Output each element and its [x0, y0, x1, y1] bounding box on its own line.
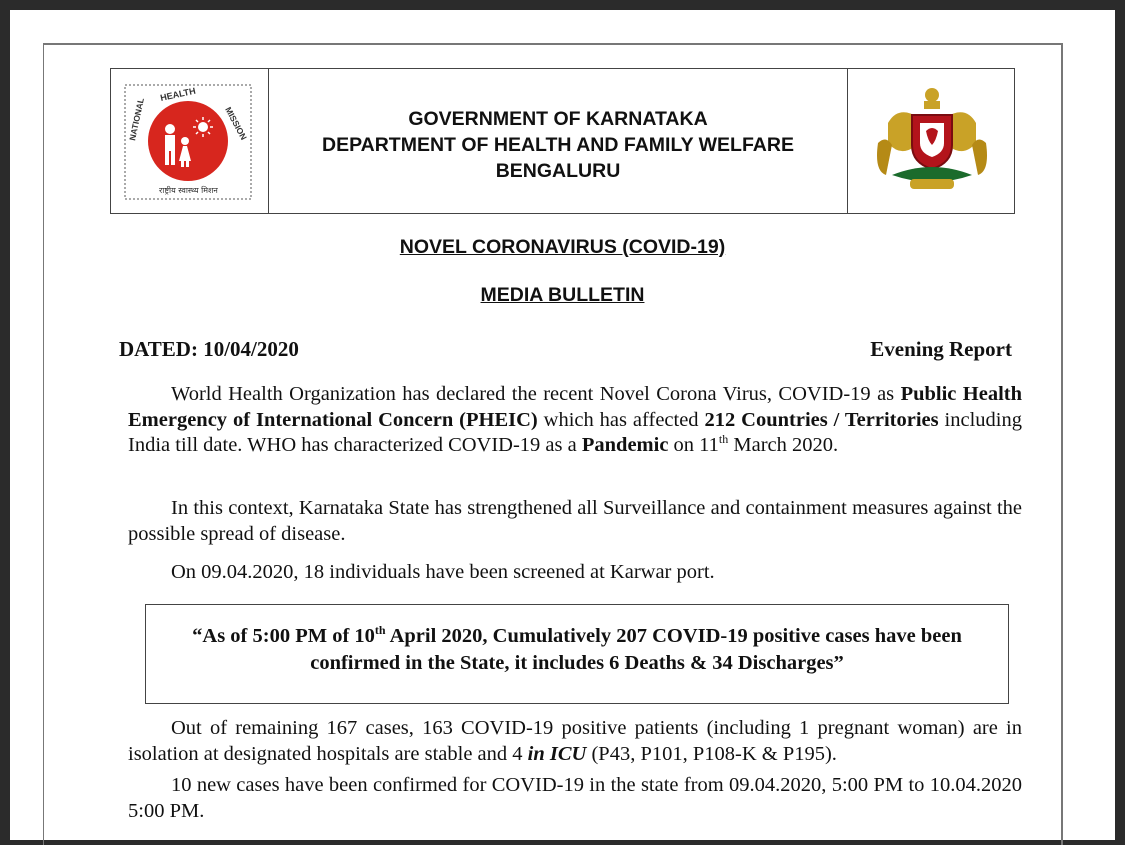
bulletin-date: DATED: 10/04/2020	[119, 337, 299, 361]
p2-text: In this context, Karnataka State has strengthened all Surveillance and containment measures against the possible spread of disease.	[128, 497, 1022, 545]
p1-bold-pheic: Public Health Emergency of International Concern (PHEIC)	[128, 383, 1022, 431]
p4-bold-icu: in ICU	[527, 742, 587, 765]
nhm-logo-subtext: राष्ट्रीय स्वास्थ्य मिशन	[159, 186, 218, 195]
svg-text:HEALTH: HEALTH	[159, 85, 197, 103]
box-superscript: th	[374, 623, 386, 638]
box-text-2: April 2020, Cumulatively 207 COVID-19 positive cases have been confirmed in the State, it includes 6 Deaths & 34 Discharges”	[310, 625, 962, 674]
date-row	[119, 337, 1012, 362]
p1-bold-pandemic: Pandemic	[581, 434, 669, 456]
report-type: Evening Report	[870, 337, 1012, 361]
letterhead-title	[269, 69, 847, 213]
box-text-1: “As of 5:00 PM of 10	[192, 625, 375, 647]
emblem-cell	[847, 69, 1014, 213]
bulletin-subject: NOVEL CORONAVIRUS (COVID-19)	[399, 236, 726, 258]
p1-text-2: which has affected	[537, 408, 705, 431]
paragraph-new-cases	[128, 773, 1022, 824]
nhm-logo-cell	[111, 69, 269, 213]
p4-text-1: Out of remaining 167 cases, 163 COVID-19 positive patients (including 1 pregnant woman) are in isolation at designated hospitals are stable and 4	[128, 717, 1022, 765]
paragraph-karwar	[128, 560, 1022, 586]
nhm-logo	[123, 83, 253, 201]
p1-text-1: World Health Organization has declared the recent Novel Corona Virus, COVID-19 as	[171, 383, 895, 405]
svg-text:MISSION: MISSION	[223, 105, 249, 142]
p3-text: On 09.04.2020, 18 individuals have been screened at Karwar port.	[171, 561, 715, 583]
paragraph-context	[128, 496, 1022, 547]
bulletin-heading: MEDIA BULLETIN	[480, 284, 645, 306]
karnataka-emblem-icon	[868, 83, 996, 201]
p1-bold-countries: 212 Countries / Territories	[704, 408, 939, 431]
p1-text-5: March 2020.	[728, 434, 839, 456]
p1-text-4: on 11	[668, 434, 719, 456]
govt-name: GOVERNMENT OF KARNATAKA	[408, 108, 708, 130]
paragraph-who	[128, 382, 1022, 459]
letterhead-table	[110, 68, 1015, 214]
cumulative-cases-box	[145, 604, 1009, 704]
p4-text-2: (P43, P101, P108-K & P195).	[586, 742, 837, 765]
city-name: BENGALURU	[495, 160, 621, 182]
svg-text:NATIONAL: NATIONAL	[127, 97, 146, 142]
p5-text: 10 new cases have been confirmed for COVID-19 in the state from 09.04.2020, 5:00 PM to 10.04.2020 5:00 PM.	[128, 774, 1022, 822]
department-name: DEPARTMENT OF HEALTH AND FAMILY WELFARE	[322, 134, 794, 156]
p1-text-3: including India till date. WHO has characterized COVID-19 as a	[128, 408, 1022, 456]
paragraph-remaining-cases	[128, 716, 1022, 767]
p1-superscript: th	[718, 432, 729, 447]
